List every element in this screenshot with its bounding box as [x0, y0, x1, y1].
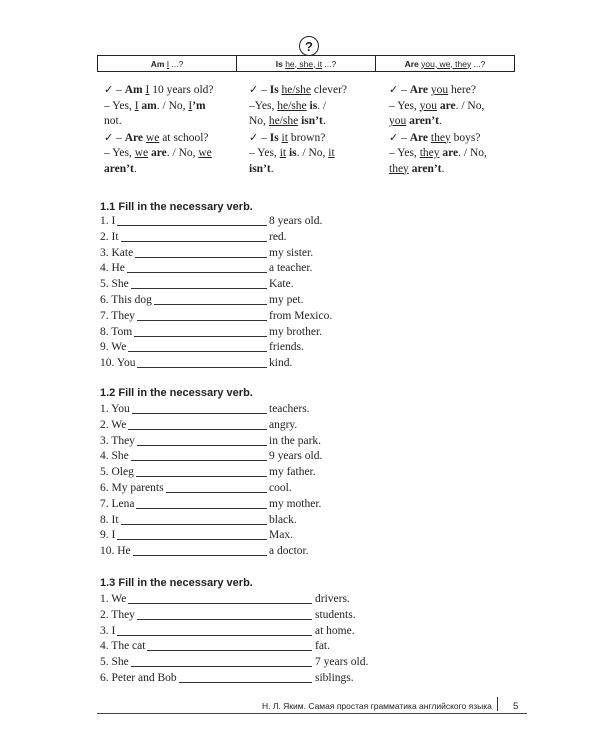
exercise-item [100, 528, 360, 542]
answer-blank[interactable] [117, 635, 312, 636]
example-line: – Yes, you are. / No, [389, 99, 485, 112]
item-predicate: my sister. [269, 246, 314, 259]
answer-blank[interactable] [136, 476, 267, 477]
item-subject: 4. She [100, 450, 129, 463]
exercise-item [100, 309, 360, 323]
item-predicate: at home. [315, 624, 355, 637]
exercise-title: 1.3 Fill in the necessary verb. [100, 577, 253, 589]
exercise-item [100, 434, 360, 448]
item-subject: 5. She [100, 656, 129, 669]
item-subject: 2. It [100, 230, 119, 243]
exercise-item [100, 544, 360, 558]
checkmark-icon: ✓ [104, 83, 114, 96]
answer-blank[interactable] [179, 682, 312, 683]
item-subject: 3. Kate [100, 246, 134, 259]
example-line: ✓ – Are they boys? [389, 130, 481, 144]
item-predicate: my father. [269, 466, 316, 479]
item-subject: 9. We [100, 341, 127, 354]
item-subject: 6. My parents [100, 482, 164, 494]
examples-am-i [104, 82, 240, 177]
examples-is [249, 82, 385, 177]
item-predicate: drivers. [315, 593, 350, 605]
exercise-title: 1.1 Fill in the necessary verb. [100, 201, 253, 213]
item-subject: 1. We [100, 593, 127, 605]
item-predicate: black. [269, 513, 297, 526]
examples-are [389, 82, 525, 177]
item-subject: 7. Lena [100, 497, 135, 510]
exercise-item [100, 624, 360, 638]
item-predicate: teachers. [269, 403, 310, 415]
answer-blank[interactable] [147, 650, 312, 651]
example-line: – Yes, we are. / No, we [104, 147, 212, 159]
exercise-item [100, 465, 360, 479]
exercise-item [100, 340, 360, 354]
answer-blank[interactable] [154, 304, 267, 305]
item-subject: 9. I [100, 529, 116, 542]
item-predicate: students. [315, 608, 356, 621]
item-predicate: cool. [269, 482, 292, 494]
item-predicate: a teacher. [269, 262, 313, 275]
item-predicate: 8 years old. [269, 215, 323, 227]
item-subject: 7. They [100, 309, 135, 322]
example-line: – Yes, they are. / No, [389, 147, 487, 159]
answer-blank[interactable] [133, 555, 267, 556]
item-subject: 2. They [100, 608, 135, 621]
item-subject: 8. Tom [100, 325, 133, 338]
question-forms-table [97, 55, 515, 72]
exercise-item [100, 513, 360, 527]
item-subject: 8. It [100, 513, 119, 526]
item-predicate: my brother. [269, 325, 323, 338]
exercise-item [100, 230, 360, 244]
item-subject: 3. They [100, 434, 135, 447]
checkmark-icon: ✓ [249, 83, 259, 96]
item-predicate: siblings. [315, 672, 354, 684]
example-line: ✓ – Is he/she clever? [249, 83, 348, 96]
exercise-item [100, 402, 360, 416]
example-line: you aren’t. [389, 115, 442, 127]
example-line: – Yes, it is. / No, it [249, 147, 335, 159]
exercise-item [100, 655, 369, 669]
item-predicate: friends. [269, 341, 304, 354]
item-predicate: from Mexico. [269, 309, 333, 322]
page-number: 5 [513, 701, 519, 712]
header-are-you-we-they: Are you, we, they ...? [376, 56, 515, 72]
answer-blank[interactable] [128, 429, 267, 430]
item-predicate: 7 years old. [315, 656, 369, 669]
exercise-item [100, 481, 360, 495]
exercise-item [100, 639, 360, 653]
exercise-item [100, 671, 360, 685]
exercise-title: 1.2 Fill in the necessary verb. [100, 387, 253, 399]
item-predicate: fat. [315, 640, 331, 653]
example-line: –Yes, he/she is. / [249, 99, 327, 112]
answer-blank[interactable] [137, 367, 267, 368]
item-subject: 1. I [100, 215, 116, 227]
item-subject: 3. I [100, 624, 116, 637]
item-predicate: my mother. [269, 497, 322, 510]
checkmark-icon: ✓ [389, 83, 399, 96]
answer-blank[interactable] [121, 524, 267, 525]
item-predicate: Max. [269, 529, 293, 542]
answer-blank[interactable] [137, 619, 312, 620]
answer-blank[interactable] [131, 460, 267, 461]
question-icon: ? [299, 36, 319, 56]
answer-blank[interactable] [117, 539, 267, 540]
item-predicate: red. [269, 230, 287, 243]
answer-blank[interactable] [132, 413, 267, 414]
item-predicate: 9 years old. [269, 450, 323, 463]
example-line: No, he/she isn’t. [249, 115, 326, 127]
item-predicate: kind. [269, 357, 293, 370]
header-is-he-she-it: Is he, she, it ...? [237, 56, 376, 72]
exercise-item [100, 497, 360, 511]
exercise-item [100, 325, 360, 339]
item-subject: 1. You [100, 403, 130, 415]
item-subject: 10. He [100, 545, 131, 558]
checkmark-icon: ✓ [104, 130, 114, 144]
answer-blank[interactable] [117, 225, 267, 226]
exercise-item [100, 418, 360, 432]
answer-blank[interactable] [128, 351, 267, 352]
item-predicate: in the park. [269, 434, 322, 447]
answer-blank[interactable] [131, 666, 312, 667]
footer-book-title: Н. Л. Яким. Самая простая грамматика английского языка [262, 701, 492, 711]
footer-rule [97, 713, 527, 714]
item-subject: 5. She [100, 278, 129, 291]
example-line: – Yes, I am. / No, I’m [104, 99, 206, 112]
example-line: ✓ – Are we at school? [104, 130, 209, 144]
answer-blank[interactable] [121, 241, 267, 242]
exercise-item [100, 592, 360, 606]
exercise-item [100, 277, 360, 291]
example-line: isn’t. [249, 162, 274, 175]
example-line: aren’t. [104, 162, 137, 175]
item-subject: 4. The cat [100, 640, 146, 653]
item-subject: 6. Peter and Bob [100, 672, 177, 684]
answer-blank[interactable] [136, 508, 267, 509]
exercise-item [100, 608, 360, 622]
example-line: ✓ – Is it brown? [249, 130, 326, 144]
exercise-item [100, 449, 360, 463]
answer-blank[interactable] [137, 445, 267, 446]
answer-blank[interactable] [166, 492, 267, 493]
checkmark-icon: ✓ [389, 130, 399, 144]
example-line: ✓ – Are you here? [389, 83, 476, 96]
checkmark-icon: ✓ [249, 130, 259, 144]
item-subject: 2. We [100, 418, 127, 431]
item-predicate: angry. [269, 418, 298, 431]
item-predicate: Kate. [269, 278, 294, 291]
item-subject: 10. You [100, 357, 136, 370]
item-predicate: a doctor. [269, 545, 309, 558]
exercise-item [100, 214, 360, 228]
answer-blank[interactable] [135, 257, 267, 258]
exercise-item [100, 246, 360, 260]
example-line: they aren’t. [389, 162, 445, 175]
footer-separator [497, 697, 498, 711]
answer-blank[interactable] [137, 320, 267, 321]
answer-blank[interactable] [128, 603, 312, 604]
item-subject: 4. He [100, 262, 125, 275]
exercise-item [100, 356, 360, 370]
item-predicate: my pet. [269, 294, 304, 306]
item-subject: 6. This dog [100, 294, 152, 306]
answer-blank[interactable] [134, 336, 267, 337]
header-am-i: Am I ...? [98, 56, 237, 72]
example-line: not. [104, 115, 122, 127]
item-subject: 5. Oleg [100, 466, 134, 479]
answer-blank[interactable] [131, 288, 267, 289]
exercise-item [100, 293, 360, 307]
answer-blank[interactable] [127, 272, 267, 273]
example-line: ✓ – Am I 10 years old? [104, 83, 214, 96]
exercise-item [100, 261, 360, 275]
